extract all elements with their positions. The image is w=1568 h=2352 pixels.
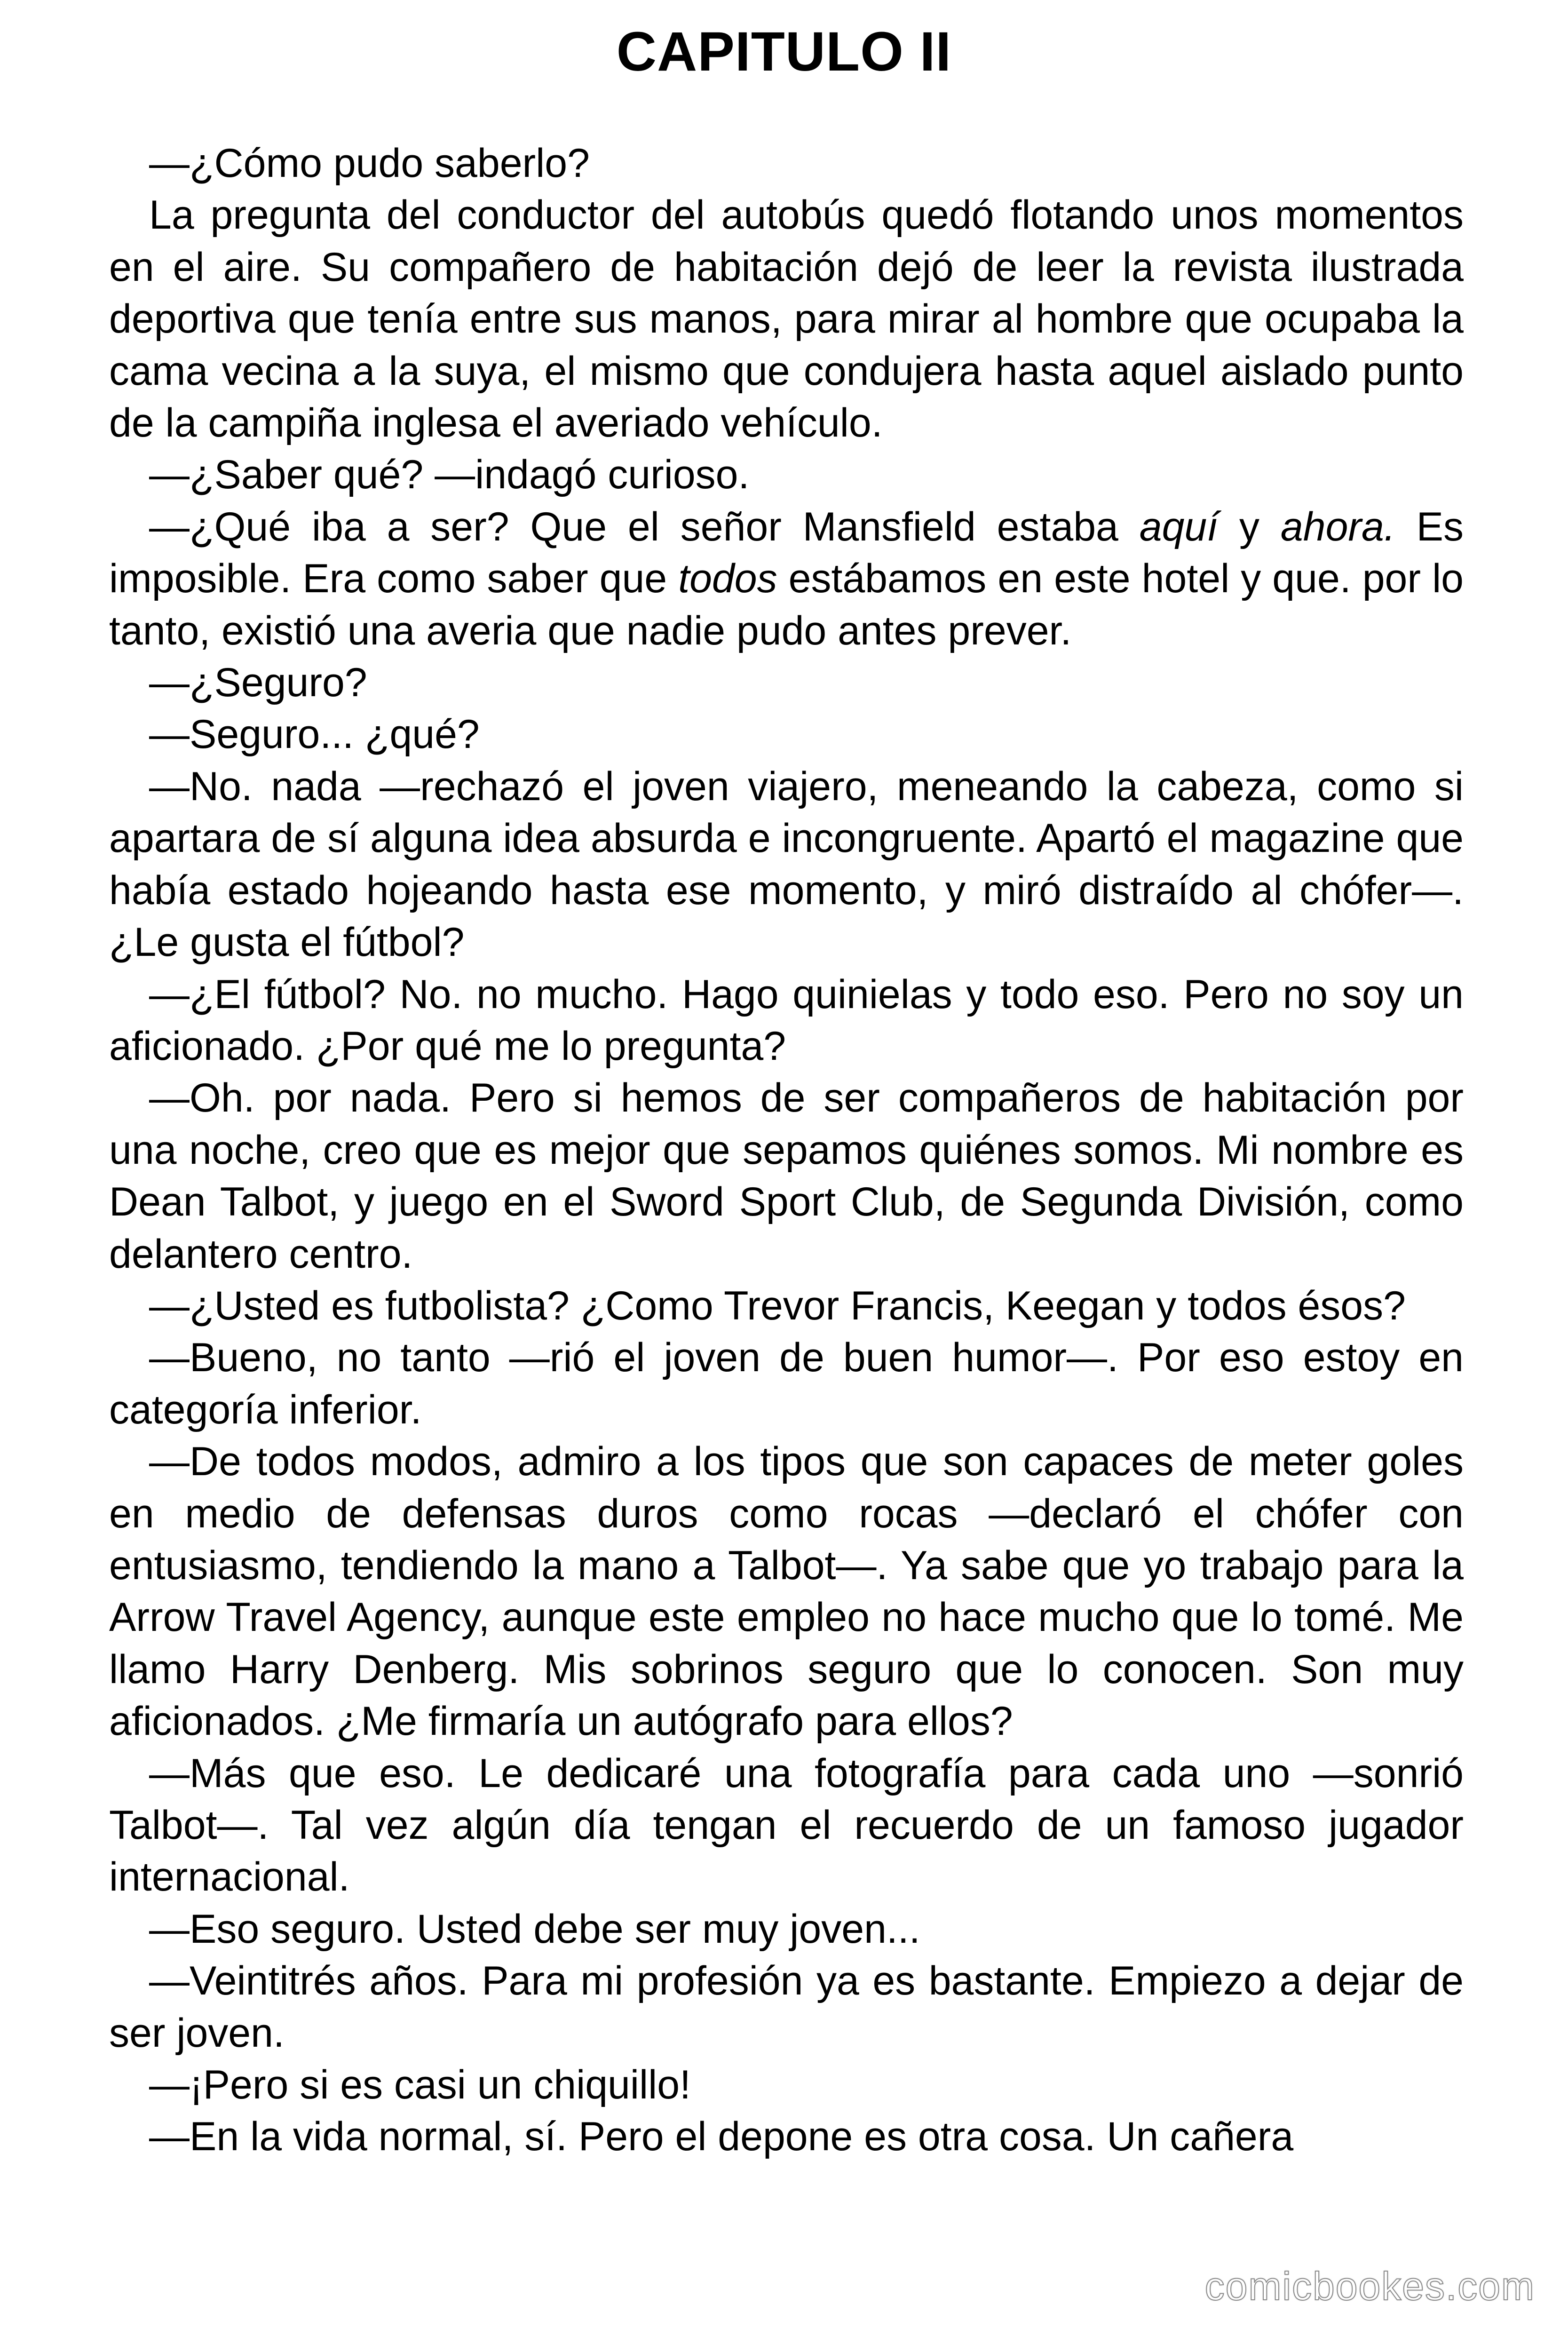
text-run: Es imposible. Era como saber que [109,504,1464,602]
text-run: —Oh. por nada. Pero si hemos de ser compañeros de habitación por una noche, creo que es mejor que sepamos quiénes somos. Mi nombre es Dean Talbot, y juego en el Sword Sport Club, de Segunda División, como delantero centro. [109,1075,1464,1277]
paragraph [109,1955,1464,2059]
paragraph [109,969,1464,1073]
text-run: —¿Cómo pudo saberlo? [149,141,590,186]
text-run: —En la vida normal, sí. Pero el depone es otra cosa. Un cañera [149,2114,1294,2160]
text-run: —¿El fútbol? No. no mucho. Hago quinielas y todo eso. Pero no soy un aficionado. ¿Por qué me lo pregunta? [109,971,1464,1069]
text-run: —¿Saber qué? —indagó curioso. [149,452,750,498]
paragraph [109,1072,1464,1280]
text-run: —Más que eso. Le dedicaré una fotografía para cada uno —sonrió Talbot—. Tal vez algún día tengan el recuerdo de un famoso jugador internacional. [109,1750,1464,1900]
text-run: —¿Qué iba a ser? Que el señor Mansfield estaba [149,504,1140,549]
paragraph [109,449,1464,501]
paragraph [109,1903,1464,1955]
text-run: —Eso seguro. Usted debe ser muy joven... [149,1906,920,1952]
text-run: —¡Pero si es casi un chiquillo! [149,2062,691,2108]
text-run: —Seguro... ¿qué? [149,712,480,757]
paragraph [109,2059,1464,2111]
chapter-body [109,137,1464,2163]
italic-text: todos [678,556,777,602]
text-run: —¿Seguro? [149,660,367,706]
paragraph [109,2111,1464,2162]
text-run: —Veintitrés años. Para mi profesión ya es bastante. Empiezo a dejar de ser joven. [109,1958,1464,2056]
italic-text: aquí [1139,504,1219,549]
paragraph [109,501,1464,657]
paragraph [109,137,1464,189]
paragraph [109,1332,1464,1436]
paragraph [109,189,1464,449]
text-run: y [1218,504,1281,549]
site-watermark: comicbookes.com [1204,2264,1535,2308]
chapter-title: CAPITULO II [616,21,952,83]
text-run: La pregunta del conductor del autobús quedó flotando unos momentos en el aire. Su compañero de habitación dejó de leer la revista ilustrada deportiva que tenía entre sus manos, para mirar al hombre que ocupaba la cama vecina a la suya, el mismo que condujera hasta aquel aislado punto de la campiña inglesa el averiado vehículo. [109,192,1464,446]
text-run: estábamos en este hotel y que. por lo tanto, existió una averia que nadie pudo antes prever. [109,556,1464,653]
paragraph [109,761,1464,969]
paragraph [109,1748,1464,1903]
text-run: —No. nada —rechazó el joven viajero, meneando la cabeza, como si apartara de sí alguna idea absurda e incongruente. Apartó el magazine que había estado hojeando hasta ese momento, y miró distraído al chófer—. ¿Le gusta el fútbol? [109,763,1464,965]
paragraph [109,1280,1464,1332]
italic-text: ahora. [1280,504,1395,549]
text-run: —Bueno, no tanto —rió el joven de buen humor—. Por eso estoy en categoría inferior. [109,1335,1464,1432]
paragraph [109,657,1464,708]
paragraph [109,1436,1464,1747]
text-run: —¿Usted es futbolista? ¿Como Trevor Francis, Keegan y todos ésos? [149,1283,1406,1328]
paragraph [109,708,1464,760]
text-run: —De todos modos, admiro a los tipos que son capaces de meter goles en medio de defensas duros como rocas —declaró el chófer con entusiasmo, tendiendo la mano a Talbot—. Ya sabe que yo trabajo para la Arrow Travel Agency, aunque este empleo no hace mucho que lo tomé. Me llamo Harry Denberg. Mis sobrinos seguro que lo conocen. Son muy aficionados. ¿Me firmaría un autógrafo para ellos? [109,1439,1464,1744]
